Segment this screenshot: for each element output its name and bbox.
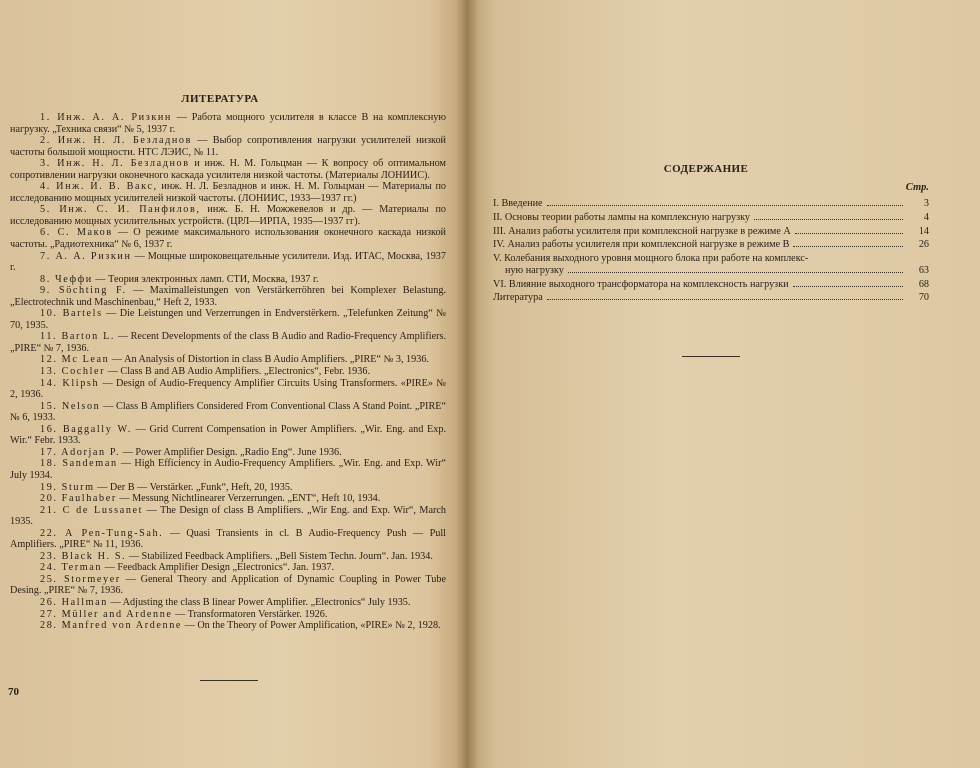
toc-entry-text: V. Колебания выходного уровня мощного блока при работе на комплекс- (493, 253, 809, 265)
page-number: 70 (8, 686, 19, 698)
toc-entry-text: II. Основы теории работы лампы на комплексную нагрузку (493, 211, 751, 223)
toc-page-number: 63 (918, 264, 929, 276)
toc-entry (493, 198, 929, 210)
toc-entry-text: VI. Влияние выходного трансформатора на комплексность нагрузки (493, 278, 789, 290)
toc-page-number: 14 (918, 225, 929, 237)
reference-item (10, 528, 446, 551)
toc-entry (493, 253, 929, 276)
reference-author: 28. Manfred von Ardenne (40, 620, 183, 632)
reference-item (10, 401, 446, 424)
reference-item (10, 620, 446, 632)
reference-item (10, 424, 446, 447)
reference-text: — General Theory and Application of Dynamic Coupling in Power Tube Desing. „PIRE“ № 7, 1936. (10, 573, 446, 597)
reference-author: 2. Инж. Н. Л. Безладнов (40, 135, 193, 147)
reference-item (10, 308, 446, 331)
toc-entry-text: I. Введение (493, 198, 543, 209)
right-page (466, 0, 980, 768)
literature-title: ЛИТЕРАТУРА (181, 93, 259, 105)
reference-author: 5. Инж. С. И. Панфилов, (40, 204, 201, 216)
reference-author: 10. Bartels (40, 308, 103, 320)
reference-item (10, 251, 446, 274)
reference-text: — Class B Amplifiers Considered From Conventional Class A Stand Point. „PIRE“ № 6, 1933. (10, 400, 446, 424)
toc-entry (493, 226, 929, 238)
reference-item (10, 227, 446, 250)
reference-text: инж. Н. Л. Безладнов и инж. Н. М. Гольцман — Материалы по исследованию мощных усилителей низкой частоты. (ЛОНИИС, 1933—1937 гг.) (10, 181, 446, 204)
reference-text: — Grid Current Compensation in Power Amplifiers. „Wir. Eng. and Exp. Wir.“ Febr. 1933. (10, 423, 446, 447)
reference-item (10, 493, 446, 505)
reference-item (10, 447, 446, 459)
reference-item (10, 158, 446, 181)
reference-text: — Feedback Amplifier Design „Electronics“. Jan. 1937. (102, 562, 335, 574)
dot-leader (754, 219, 903, 220)
toc-page-number: 4 (923, 211, 929, 223)
toc-page-number: 68 (918, 278, 929, 290)
reference-text: — High Efficiency in Audio-Frequency Amplifiers. „Wir. Eng. and Exp. Wir“ July 1934. (10, 458, 446, 481)
reference-item (10, 366, 446, 378)
toc-entry-text: III. Анализ работы усилителя при комплексной нагрузке в режиме А (493, 225, 791, 237)
reference-item (10, 135, 446, 158)
reference-text: — Maximalleistungen von Verstärkerröhren bei Komplexer Belastung. „Electrotechnik und Maschinenbau,“ Heft 2, 1933. (10, 285, 446, 308)
reference-item (10, 285, 446, 308)
reference-author: 12. Mc Lean (40, 354, 110, 366)
reference-author: 22. A Pen-Tung-Sah. (40, 527, 164, 539)
toc-entry (493, 292, 929, 304)
reference-text: — Работа мощного усилителя в классе B на комплексную нагрузку. „Техника связи“ № 5, 1937 г. (10, 112, 446, 135)
page-column-header: Стр. (905, 182, 929, 193)
reference-author: 19. Sturm (40, 481, 95, 493)
reference-author: 4. Инж. И. В. Вакс, (40, 181, 158, 193)
contents-title: СОДЕРЖАНИЕ (663, 163, 749, 175)
reference-item (10, 204, 446, 227)
reference-author: 15. Nelson (40, 400, 101, 412)
toc-page-number: 26 (918, 239, 929, 251)
reference-text: — Power Amplifier Design. „Radio Eng“. June 1936. (120, 446, 342, 458)
toc-entry (493, 279, 929, 291)
reference-text: и инж. Н. М. Гольцман — К вопросу об оптимальном сопротивлении нагрузки оконечного каскада усилителя низкой частоты. (Материалы ЛОНИИС). (10, 158, 446, 181)
reference-text: — О режиме максимального использования оконечного каскада низкой частоты. „Радиотехника“ № 6, 1937 г. (10, 227, 446, 251)
toc-page-number: 70 (918, 292, 929, 304)
toc-entry (493, 212, 929, 224)
reference-author: 16. Baggally W. (40, 423, 132, 435)
reference-author: 11. Barton L. (40, 331, 116, 343)
reference-author: 23. Black H. S. (40, 550, 127, 562)
reference-text: — Теория электронных ламп. СТИ, Москва, 1937 г. (92, 273, 319, 285)
reference-text: — Adjusting the class B linear Power Amplifier. „Electronics“ July 1935. (107, 596, 411, 608)
reference-text: — On the Theory of Power Amplification, «PIRE» № 2, 1928. (182, 620, 441, 632)
reference-author: 17. Adorjan P. (40, 446, 121, 458)
reference-author: 7. А. А. Ризкин (40, 250, 132, 262)
reference-author: 3. Инж. Н. Л. Безладнов (40, 158, 190, 170)
reference-item (10, 551, 446, 563)
end-rule (200, 680, 258, 681)
reference-text: — Мощные широковещательные усилители. Изд. ИТАС, Москва, 1937 г. (10, 250, 446, 274)
reference-item (10, 574, 446, 597)
toc-entry-text: Литература (493, 292, 543, 304)
reference-item (10, 331, 446, 354)
reference-list (10, 112, 446, 632)
dot-leader (547, 205, 903, 206)
reference-author: 6. С. Маков (40, 227, 113, 239)
reference-author: 24. Terman (40, 562, 103, 574)
reference-text: — Class B and AB Audio Amplifiers. „Electronics“, Febr. 1936. (105, 366, 370, 378)
reference-text: — Design of Audio-Frequency Amplifier Circuits Using Transformers. «PIRE» № 2, 1936. (10, 377, 447, 401)
reference-item (10, 482, 446, 494)
toc-entry (493, 239, 929, 251)
reference-item (10, 378, 446, 401)
reference-text: — Transformatoren Verstärker. 1926. (172, 608, 328, 620)
toc-entry-continuation: ную нагрузку (505, 264, 564, 276)
reference-text: — Messung Nichtlinearer Verzerrungen. „ENT“, Heft 10, 1934. (116, 493, 381, 505)
book-gutter (456, 0, 478, 768)
reference-item (10, 112, 446, 135)
reference-item (10, 505, 446, 528)
dot-leader (795, 233, 903, 234)
reference-author: 26. Hallman (40, 596, 108, 608)
reference-author: 25. Stormeyer (40, 573, 121, 585)
reference-item (10, 562, 446, 574)
reference-text: — Выбор сопротивления нагрузки усилителей низкой частоты большой мощности. НТС ЛЭИС, № 11. (10, 135, 446, 158)
reference-author: 27. Müller and Ardenne (40, 608, 173, 620)
dot-leader (793, 286, 903, 287)
reference-text: — Quasi Transients in cl. B Audio-Frequency Push — Pull Amplifiers. „PIRE“ № 11, 1936. (10, 527, 446, 551)
reference-item (10, 458, 446, 481)
reference-author: 1. Инж. А. А. Ризкин (40, 112, 172, 123)
reference-text: — The Design of class B Amplifiers. „Wir Eng. and Exp. Wir“, March 1935. (10, 504, 447, 528)
reference-text: — Die Leistungen und Verzerrungen in Endverstërkern. „Telefunken Zeitung“ № 70, 1935. (10, 308, 446, 331)
reference-item (10, 181, 446, 204)
reference-text: инж. Б. Н. Можжевелов и др. — Материалы по исследованию мощных усилительных устройств. (ЦРЛ—ИРПА, 1935—1937 гг). (10, 204, 447, 227)
dot-leader (568, 272, 903, 273)
reference-author: 14. Klipsh (40, 377, 100, 389)
reference-author: 13. Cochler (40, 366, 106, 378)
reference-text: — Stabilized Feedback Amplifiers. „Bell Sistem Techn. Journ“. Jan. 1934. (126, 550, 433, 562)
reference-author: 18. Sandeman (40, 458, 118, 470)
reference-item (10, 609, 446, 621)
reference-item (10, 274, 446, 286)
end-rule (682, 356, 740, 357)
reference-item (10, 354, 446, 366)
reference-author: 8. Чеффи (40, 273, 93, 285)
table-of-contents (493, 198, 929, 306)
reference-author: 9. Söchting F. (40, 285, 127, 297)
reference-text: — Der B — Verstärker. „Funk“, Heft, 20, 1935. (94, 481, 293, 493)
toc-entry-text: IV. Анализ работы усилителя при комплексной нагрузке в режиме В (493, 239, 790, 251)
left-page (0, 0, 466, 768)
reference-text: — Recent Developments of the class B Audio and Radio-Frequency Amplifiers. „PIRE“ № 7, 1936. (10, 331, 446, 354)
toc-page-number: 3 (923, 198, 929, 209)
reference-text: — An Analysis of Distortion in class B Audio Amplifiers. „PIRE“ № 3, 1936. (109, 354, 429, 366)
reference-author: 20. Faulhaber (40, 493, 117, 505)
dot-leader (547, 299, 903, 300)
dot-leader (793, 246, 903, 247)
reference-item (10, 597, 446, 609)
reference-author: 21. C de Lussanet (40, 504, 144, 516)
